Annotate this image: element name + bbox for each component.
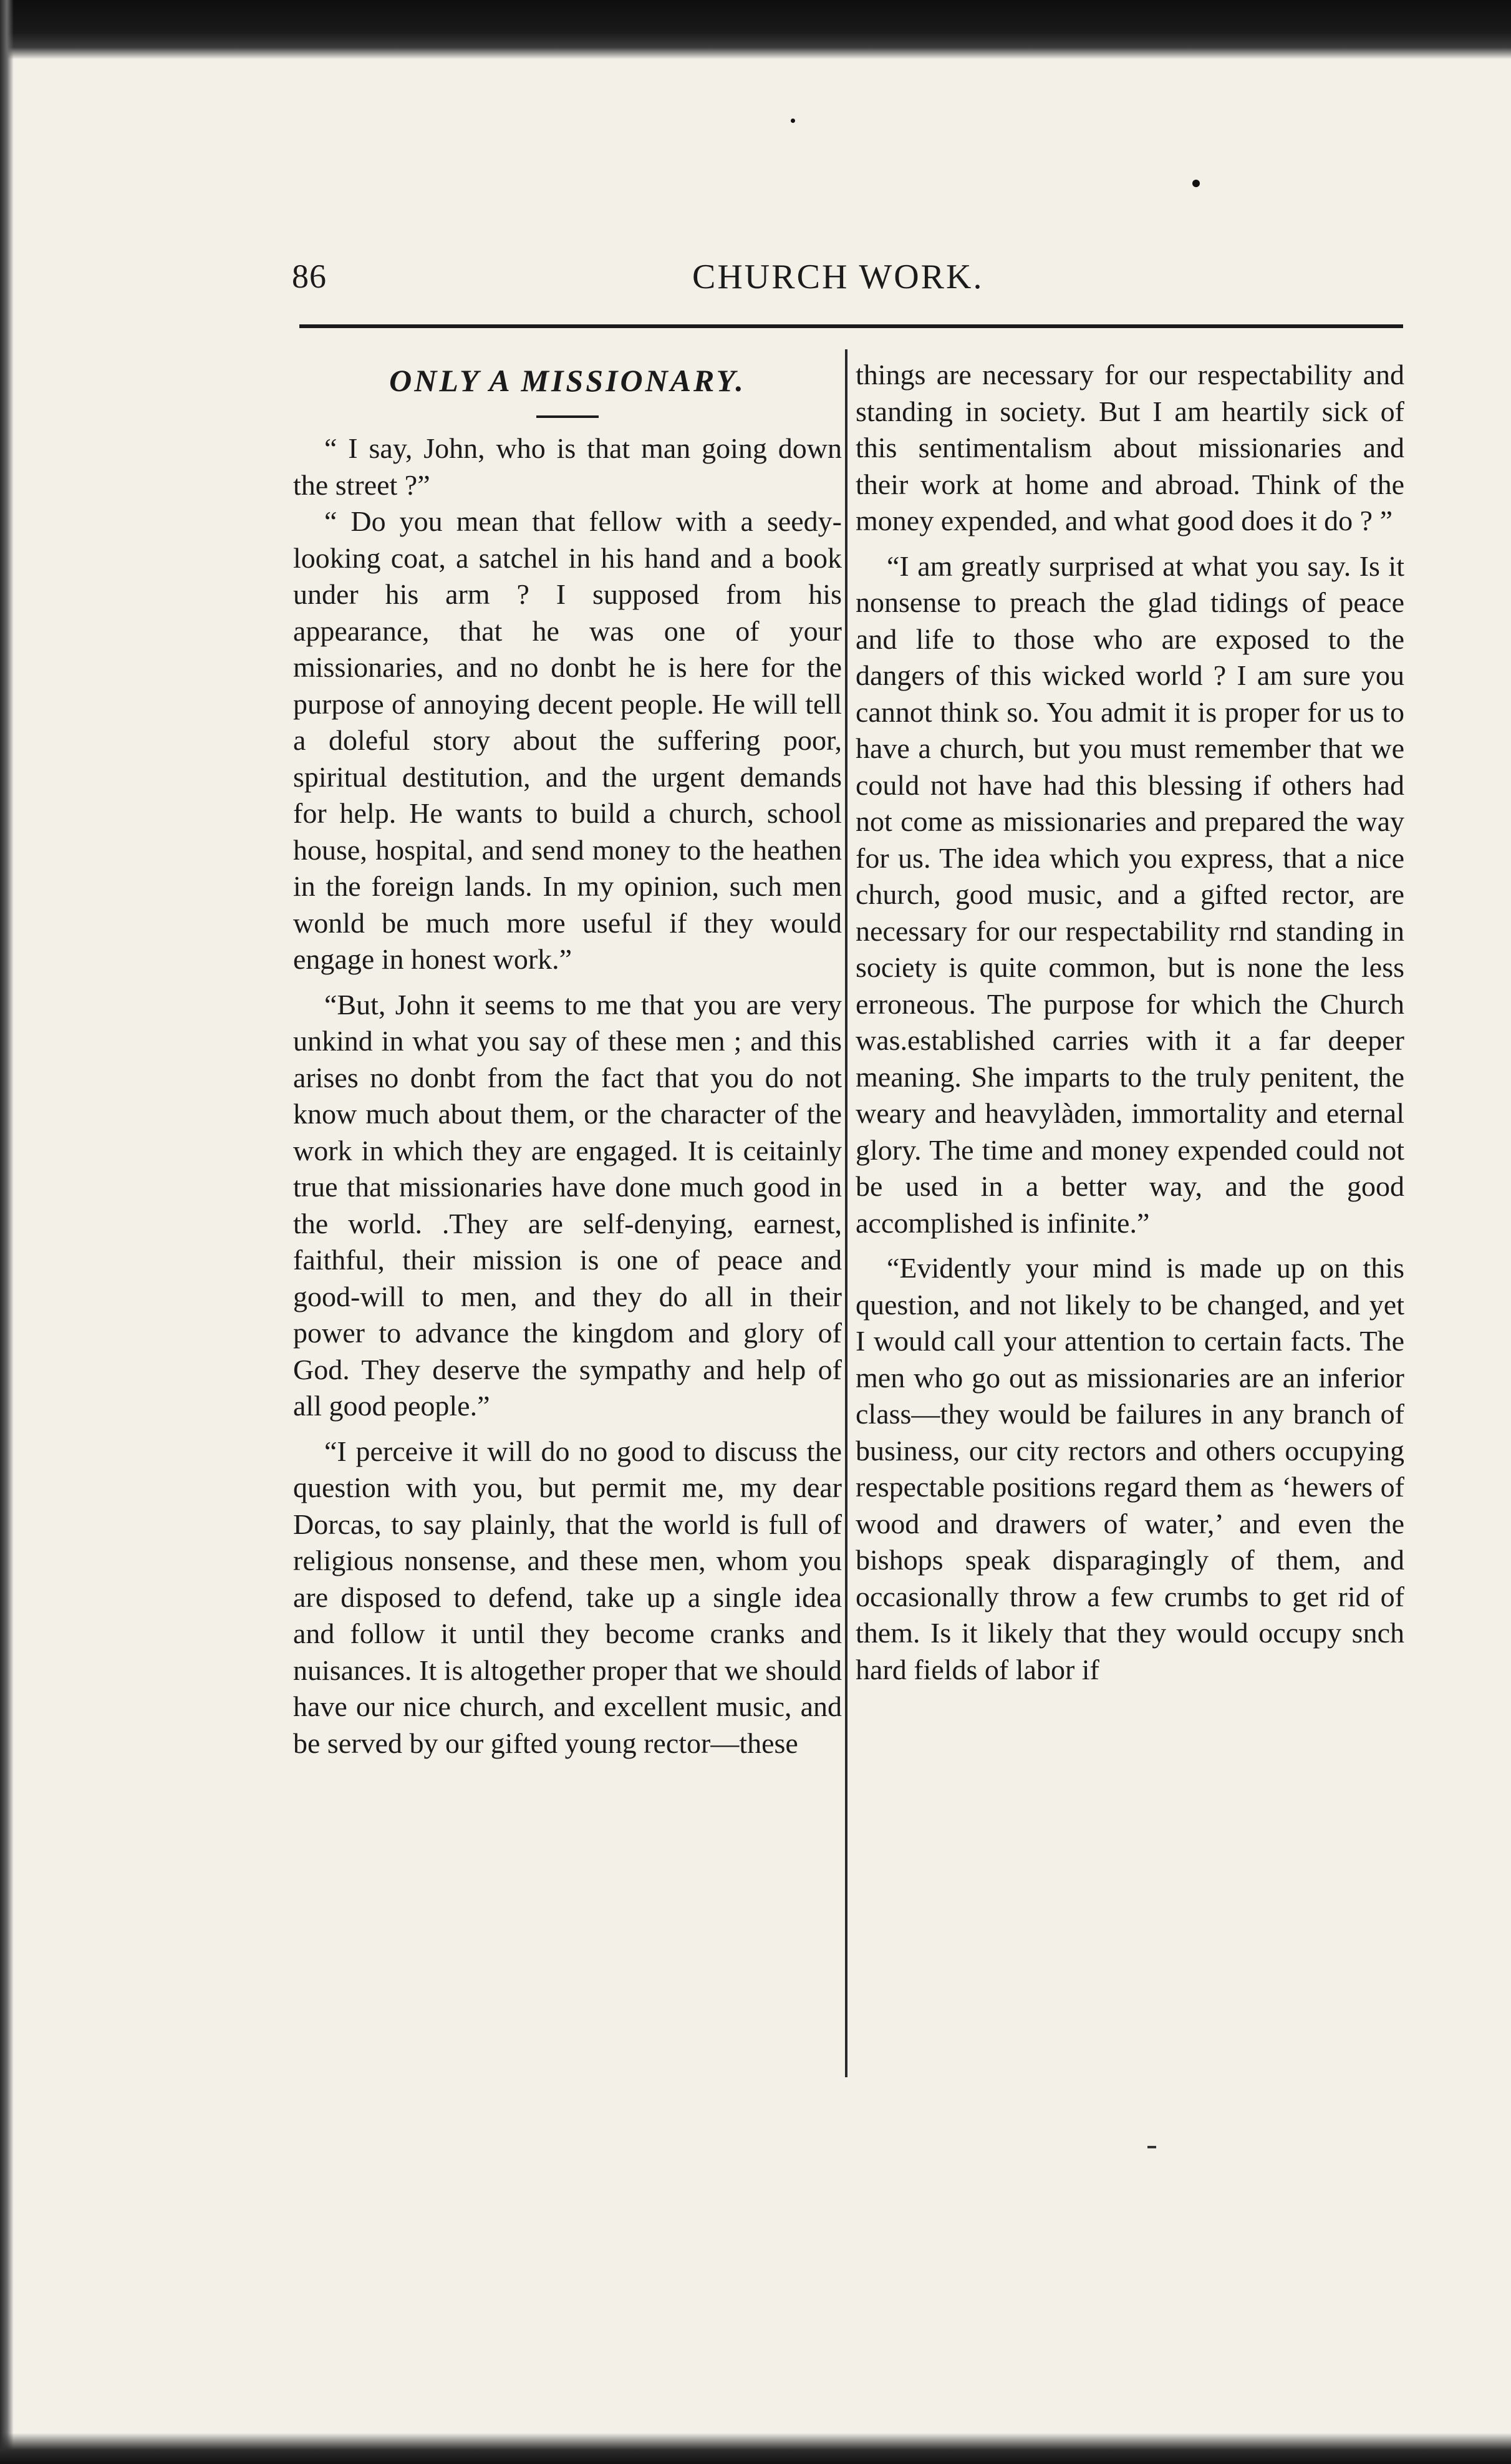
paragraph: “I perceive it will do no good to discuss the question with you, but permit me, my dear Dorcas, to say plainly, that the world is full of religious nonsense, and these men, whom you are disposed to defend, take up a single idea and follow it until they become cranks and nuisances. It is altogether proper that we should have our nice church, and excellent music, and be served by our gifted young rector—these <box>293 1435 842 1759</box>
paragraph: “I am greatly surprised at what you say. Is it nonsense to preach the glad tidings of peace and life to those who are exposed to the dangers of this wicked world ? I am sure you cannot think so. You admit it is proper for us to have a church, but you must remember that we could not have had this blessing if others had not come as missionaries and prepared the way for us. The idea which you express, that a nice church, good music, and a gifted rector, are necessary for our respectability rnd standing in society is quite common, but is none the less erroneous. The purpose for which the Church was.established carries with it a far deeper meaning. She imparts to the truly penitent, the weary and heavylàden, immortality and eternal glory. The time and money expended could not be used in a better way, and the good accomplished is infinite.” <box>856 550 1404 1239</box>
title-rule <box>536 415 599 418</box>
page-number: 86 <box>292 258 327 295</box>
running-title: CHURCH WORK. <box>692 258 984 296</box>
paragraph: “But, John it seems to me that you are very unkind in what you say of these men ; and this arises no donbt from the fact that you do not know much about them, or the character of the work in which they are engaged. It is ceitainly true that missionaries have done much good in the world. .They are self-denying, earnest, faithful, their mission is one of peace and good-will to men, and they do all in their power to advance the kingdom and glory of God. They deserve the sympathy and help of all good people.” <box>293 988 842 1422</box>
stray-mark <box>1147 2146 1156 2148</box>
ink-speck <box>791 119 795 123</box>
paragraph: things are necessary for our respectability and standing in society. But I am heartily sick of this sentimentalism about missionaries and their work at home and abroad. Think of the money expended, and what good does it do ? ” <box>856 359 1404 536</box>
paragraph: “ Do you mean that fellow with a seedy-looking coat, a satchel in his hand and a book under his arm ? I supposed from his appearance, that he was one of your missionaries, and no donbt he is here for the purpose of annoying decent people. He will tell a doleful story about the suffering poor, spiritual destitution, and the urgent demands for help. He wants to build a church, school house, hospital, and send money to the heathen in the foreign lands. In my opinion, such men wonld be much more useful if they would engage in honest work.” <box>293 505 842 975</box>
column-divider <box>845 349 847 2077</box>
header-rule <box>299 324 1403 328</box>
ink-speck <box>1192 180 1200 187</box>
paragraph: “Evidently your mind is made up on this question, and not likely to be changed, and yet I would call your attention to certain facts. The men who go out as missionaries are an inferior class—they would be failures in any branch of business, our city rectors and others occupying respectable positions regard them as ‘hewers of wood and drawers of water,’ and even the bishops speak disparagingly of them, and occasionally throw a few crumbs to get rid of them. Is it likely that they would occupy snch hard fields of labor if <box>856 1252 1404 1686</box>
scan-edge-bottom <box>0 2433 1511 2464</box>
scan-edge-top <box>0 0 1511 59</box>
right-column <box>856 357 1404 1688</box>
article-title: ONLY A MISSIONARY. <box>389 363 746 398</box>
paragraph: “ I say, John, who is that man going down the street ?” <box>293 432 842 501</box>
left-column <box>293 357 842 1762</box>
scan-edge-left <box>0 0 14 2464</box>
